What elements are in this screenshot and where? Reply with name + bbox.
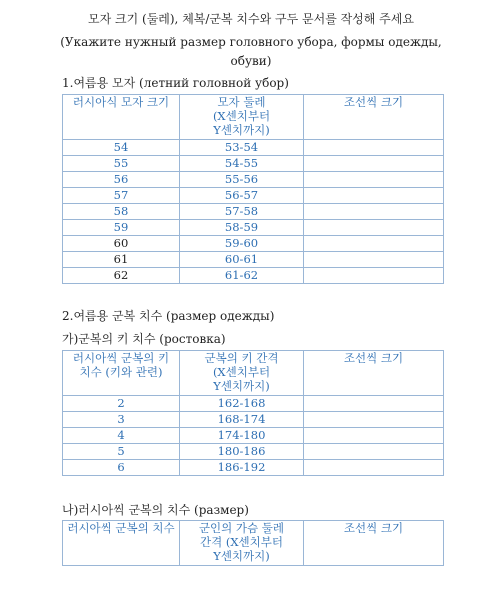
table-row	[63, 156, 444, 172]
height-col-range	[180, 351, 304, 396]
cell: 56	[63, 172, 180, 188]
cell: 58-59	[180, 220, 304, 236]
cell: 3	[63, 412, 180, 428]
cell: 6	[63, 460, 180, 476]
input-cell[interactable]	[304, 396, 444, 412]
size-col-chest-range	[180, 521, 304, 566]
header-text: 러시아씩 군복의 치수	[67, 521, 175, 535]
cell: 56-57	[180, 188, 304, 204]
cell: 58	[63, 204, 180, 220]
table-row	[63, 460, 444, 476]
height-col-russian-size	[63, 351, 180, 396]
cell: 2	[63, 396, 180, 412]
table-row	[63, 236, 444, 252]
table-row	[63, 412, 444, 428]
cell: 57	[63, 188, 180, 204]
cell: 61-62	[180, 268, 304, 284]
header-text: 조선씩 크기	[343, 521, 404, 535]
cell: 174-180	[180, 428, 304, 444]
cell: 54-55	[180, 156, 304, 172]
table-row	[63, 268, 444, 284]
header-text: 군복의 키 간격 (X센치부터 Y센치까지)	[204, 351, 279, 393]
input-cell[interactable]	[304, 188, 444, 204]
input-cell[interactable]	[304, 268, 444, 284]
cell: 5	[63, 444, 180, 460]
table-row	[63, 188, 444, 204]
table-row	[63, 140, 444, 156]
input-cell[interactable]	[304, 444, 444, 460]
size-col-russian-size	[63, 521, 180, 566]
height-table-header-row	[63, 351, 444, 396]
table-row	[63, 396, 444, 412]
document-title: 모자 크기 (둘레), 체복/군복 치수와 구두 문서를 작성해 주세요	[88, 12, 414, 26]
header-text: 러시아씩 군복의 키 치수 (키와 관련)	[72, 351, 170, 379]
table-row	[63, 220, 444, 236]
subtitle-line-1: (Укажите нужный размер головного убора, формы одежды,	[60, 35, 442, 49]
cell: 59	[63, 220, 180, 236]
input-cell[interactable]	[304, 236, 444, 252]
height-col-korean-size	[304, 351, 444, 396]
hat-table-header-row	[63, 95, 444, 140]
header-text: 조선씩 크기	[343, 351, 404, 365]
hat-col-korean-size	[304, 95, 444, 140]
input-cell[interactable]	[304, 460, 444, 476]
table-row	[63, 428, 444, 444]
input-cell[interactable]	[304, 252, 444, 268]
header-text: 러시아식 모자 크기	[72, 95, 170, 109]
cell: 53-54	[180, 140, 304, 156]
header-text: 조선씩 크기	[343, 95, 404, 109]
uniform-size-table	[62, 520, 444, 566]
hat-col-circumference	[180, 95, 304, 140]
hat-col-russian-size	[63, 95, 180, 140]
input-cell[interactable]	[304, 140, 444, 156]
input-cell[interactable]	[304, 156, 444, 172]
cell: 4	[63, 428, 180, 444]
header-text: 모자 둘레 (X센치부터 Y센치까지)	[212, 95, 271, 137]
cell: 55-56	[180, 172, 304, 188]
cell: 60	[63, 236, 180, 252]
cell: 62	[63, 268, 180, 284]
cell: 162-168	[180, 396, 304, 412]
subtitle-line-2: обуви)	[230, 54, 272, 68]
cell: 60-61	[180, 252, 304, 268]
document-subtitle	[20, 33, 482, 71]
header-text: 군인의 가슴 둘레 간격 (X센치부터 Y센치까지)	[198, 521, 285, 563]
section2-heading: 2.여름용 군복 치수 (размер одежды)	[62, 309, 275, 323]
section2b-heading: 나)러시아씩 군복의 치수 (размер)	[62, 503, 249, 517]
size-col-korean-size	[304, 521, 444, 566]
hat-size-table	[62, 94, 444, 284]
cell: 186-192	[180, 460, 304, 476]
cell: 57-58	[180, 204, 304, 220]
cell: 168-174	[180, 412, 304, 428]
table-row	[63, 444, 444, 460]
cell: 54	[63, 140, 180, 156]
input-cell[interactable]	[304, 428, 444, 444]
table-row	[63, 204, 444, 220]
section1-heading: 1.여름용 모자 (летний головной убор)	[62, 76, 289, 90]
uniform-height-table	[62, 350, 444, 476]
input-cell[interactable]	[304, 172, 444, 188]
input-cell[interactable]	[304, 204, 444, 220]
cell: 180-186	[180, 444, 304, 460]
cell: 61	[63, 252, 180, 268]
cell: 55	[63, 156, 180, 172]
table-row	[63, 252, 444, 268]
input-cell[interactable]	[304, 412, 444, 428]
table-row	[63, 172, 444, 188]
section2a-heading: 가)군복의 키 치수 (ростовка)	[62, 332, 226, 346]
size-table-header-row	[63, 521, 444, 566]
input-cell[interactable]	[304, 220, 444, 236]
cell: 59-60	[180, 236, 304, 252]
